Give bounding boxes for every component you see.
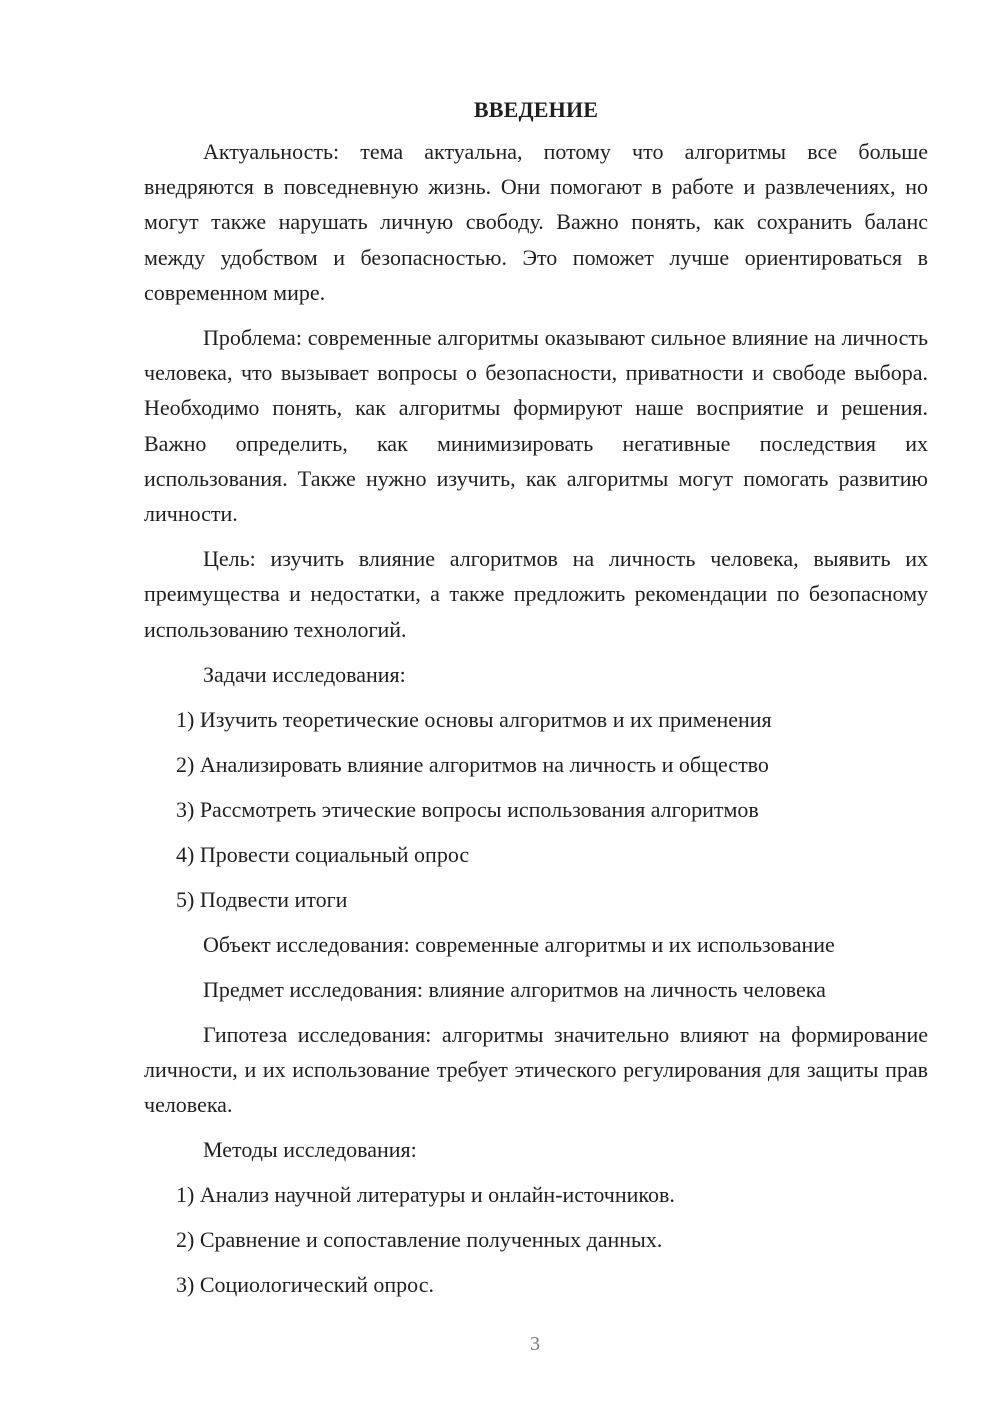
research-subject: Предмет исследования: влияние алгоритмов на личность человека (203, 976, 826, 1002)
page-title: ВВЕДЕНИЕ (473, 97, 599, 122)
page-number: 3 (530, 1333, 540, 1355)
task-item-2: 2) Анализировать влияние алгоритмов на личность и общество (176, 751, 769, 777)
relevance-paragraph: Актуальность: тема актуальна, потому что алгоритмы все больше внедряются в повседневную жизнь. Они помогают в работе и развлечениях, но могут также нарушать личную свободу. Важно понять, как сохранить баланс между удобством и безопасностью. Это поможет лучше ориентироваться в современном мире. (144, 139, 928, 305)
method-item-1: 1) Анализ научной литературы и онлайн-источников. (176, 1182, 675, 1208)
methods-heading: Методы исследования: (203, 1137, 417, 1163)
problem-paragraph: Проблема: современные алгоритмы оказывают сильное влияние на личность человека, что вызывает вопросы о безопасности, приватности и свободе выбора. Необходимо понять, как алгоритмы формируют наше восприятие и решения. Важно определить, как минимизировать негативные последствия их использования. Также нужно изучить, как алгоритмы могут помогать развитию личности. (144, 325, 928, 527)
method-item-2: 2) Сравнение и сопоставление полученных данных. (176, 1227, 663, 1253)
method-item-3: 3) Социологический опрос. (176, 1272, 434, 1298)
task-item-1: 1) Изучить теоретические основы алгоритмов и их применения (176, 706, 772, 732)
task-item-5: 5) Подвести итоги (176, 886, 348, 912)
hypothesis-paragraph: Гипотеза исследования: алгоритмы значительно влияют на формирование личности, и их использование требует этического регулирования для защиты прав человека. (144, 1021, 928, 1118)
document-page (144, 93, 928, 1302)
research-object: Объект исследования: современные алгоритмы и их использование (203, 931, 835, 957)
goal-paragraph: Цель: изучить влияние алгоритмов на личность человека, выявить их преимущества и недостатки, а также предложить рекомендации по безопасному использованию технологий. (144, 546, 928, 642)
tasks-heading: Задачи исследования: (203, 661, 406, 687)
task-item-3: 3) Рассмотреть этические вопросы использования алгоритмов (176, 796, 759, 822)
task-item-4: 4) Провести социальный опрос (176, 841, 470, 867)
